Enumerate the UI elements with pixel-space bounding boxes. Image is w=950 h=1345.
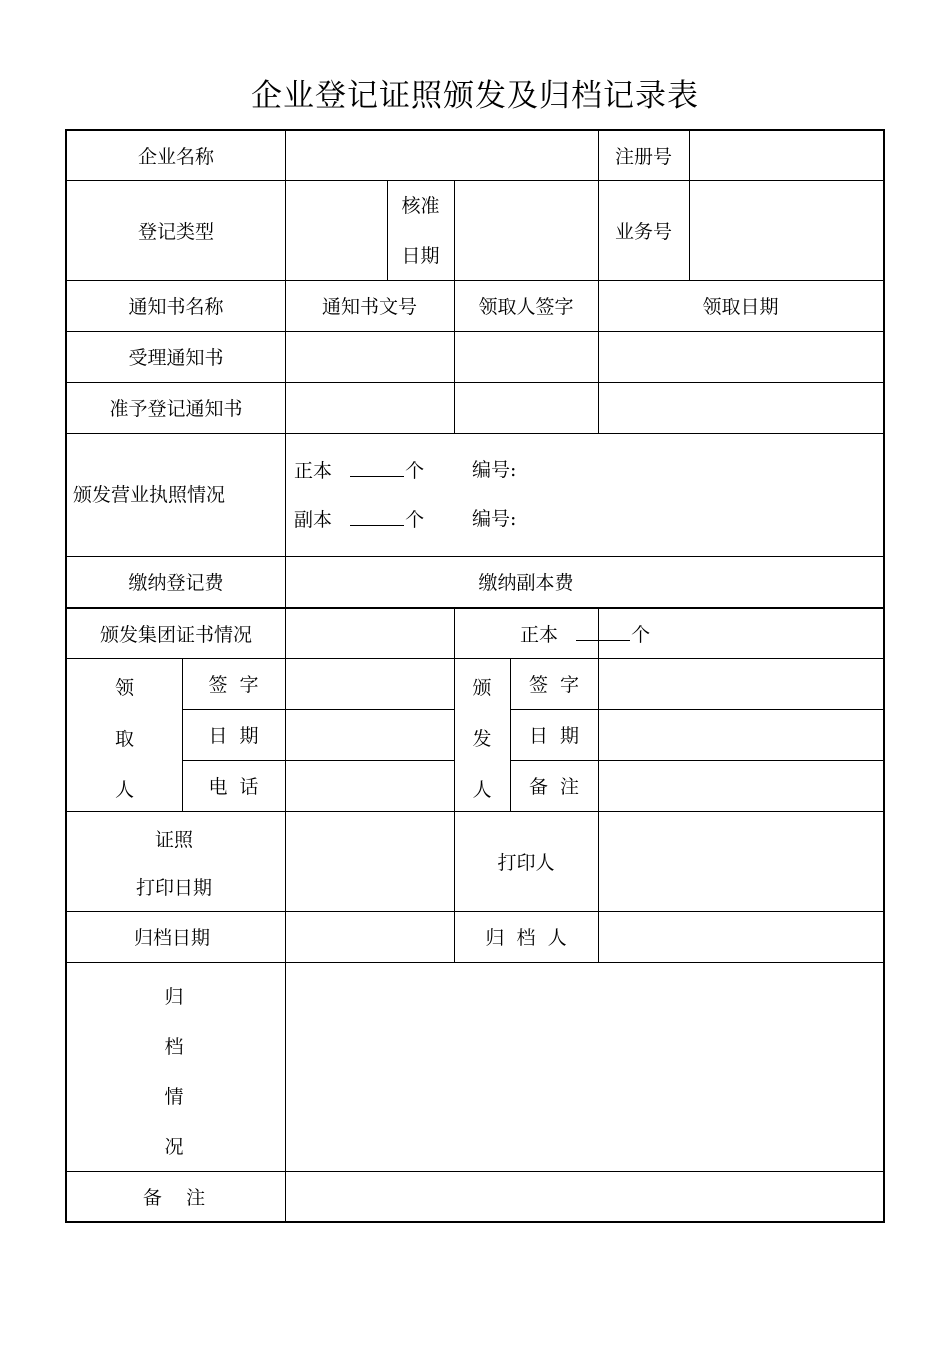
printer-label: 打印人: [497, 851, 555, 874]
receive-date-header: 领取日期: [702, 296, 779, 318]
group-cert-label: 颁发集团证书情况: [99, 623, 252, 646]
remarks-label: 备 注: [142, 1187, 206, 1209]
issuer-vertical-3: 人: [472, 778, 492, 801]
license-original-line: [294, 458, 424, 483]
receiver-vertical-1: 领: [114, 676, 134, 699]
archive-date-label: 归档日期: [133, 927, 210, 949]
issuer-date-label: 日 期: [528, 725, 580, 747]
receiver-phone-label: 电 话: [208, 776, 259, 798]
archive-status-field[interactable]: [286, 963, 883, 1171]
receiver-sign-label: 签 字: [208, 674, 259, 696]
issuer-vertical-2: 发: [472, 727, 492, 750]
archive-status-vertical-4: 况: [164, 1135, 184, 1158]
receiver-date-label: 日 期: [208, 725, 259, 747]
original-count-blank[interactable]: [350, 458, 404, 477]
approve-date-label-line2: 日期: [401, 244, 440, 267]
copy-label: 副本: [294, 509, 333, 531]
receiver-sign-field[interactable]: [286, 659, 454, 709]
company-name-field[interactable]: [286, 131, 598, 180]
original-label: 正本: [294, 460, 333, 482]
copy-count-blank[interactable]: [350, 507, 404, 526]
reg-type-label: 登记类型: [137, 220, 214, 243]
print-date-label-line1: 证照: [154, 828, 193, 851]
company-name-label: 企业名称: [137, 146, 214, 168]
reg-fee-label: 缴纳登记费: [128, 572, 224, 594]
unit-label: 个: [405, 509, 425, 531]
accept-notice-label: 受理通知书: [128, 347, 224, 369]
archive-status-vertical-1: 归: [164, 985, 184, 1008]
receiver-vertical-3: 人: [114, 778, 134, 801]
issuer-sign-field[interactable]: [599, 659, 883, 709]
biz-no-label: 业务号: [614, 220, 672, 243]
grant-notice-sign-field[interactable]: [455, 383, 598, 433]
record-form-table: [65, 129, 885, 1223]
group-cert-original-line: [520, 622, 650, 647]
biz-no-field[interactable]: [690, 181, 883, 280]
archive-date-field[interactable]: [286, 912, 454, 962]
accept-notice-sign-field[interactable]: [455, 332, 598, 382]
receiver-vertical-2: 取: [114, 727, 134, 750]
print-date-field[interactable]: [286, 812, 454, 911]
original-label: 正本: [520, 624, 559, 646]
print-date-label-line2: 打印日期: [135, 876, 212, 899]
row-divider: [67, 433, 883, 434]
archive-status-vertical-2: 档: [164, 1035, 184, 1058]
group-original-count-blank[interactable]: [576, 622, 630, 641]
archive-status-vertical-3: 情: [164, 1085, 184, 1108]
column-divider: [454, 607, 455, 658]
grant-notice-no-field[interactable]: [286, 383, 454, 433]
archive-person-label: 归 档 人: [485, 927, 567, 949]
receiver-phone-field[interactable]: [286, 761, 454, 811]
issuer-note-field[interactable]: [599, 761, 883, 811]
approve-date-field[interactable]: [455, 181, 598, 280]
notice-name-header: 通知书名称: [128, 296, 224, 318]
license-issue-label: 颁发营业执照情况: [73, 484, 226, 506]
unit-label: 个: [631, 624, 651, 646]
remarks-field[interactable]: [286, 1172, 883, 1221]
reg-no-field[interactable]: [690, 131, 883, 180]
printer-field[interactable]: [599, 812, 883, 911]
receiver-date-field[interactable]: [286, 710, 454, 760]
archive-person-field[interactable]: [599, 912, 883, 962]
issuer-date-field[interactable]: [599, 710, 883, 760]
approve-date-label-line1: 核准: [401, 194, 440, 217]
accept-notice-date-field[interactable]: [599, 332, 883, 382]
grant-notice-label: 准予登记通知书: [109, 398, 243, 420]
copy-number-label: 编号:: [472, 508, 517, 530]
copy-fee-label: 缴纳副本费: [478, 572, 574, 594]
original-number-label: 编号:: [472, 459, 517, 481]
issuer-note-label: 备 注: [528, 776, 580, 798]
grant-notice-date-field[interactable]: [599, 383, 883, 433]
receiver-sign-header: 领取人签字: [478, 296, 574, 318]
notice-no-header: 通知书文号: [321, 296, 417, 318]
unit-label: 个: [405, 460, 425, 482]
license-copy-line: [294, 507, 424, 532]
issuer-sign-label: 签 字: [528, 674, 580, 696]
accept-notice-no-field[interactable]: [286, 332, 454, 382]
copy-fee-field[interactable]: [599, 557, 883, 607]
reg-type-field[interactable]: [286, 181, 387, 280]
reg-no-label: 注册号: [614, 146, 672, 168]
form-title: 企业登记证照颁发及归档记录表: [251, 78, 699, 114]
issuer-vertical-1: 颁: [472, 676, 492, 699]
reg-fee-field[interactable]: [286, 557, 454, 607]
